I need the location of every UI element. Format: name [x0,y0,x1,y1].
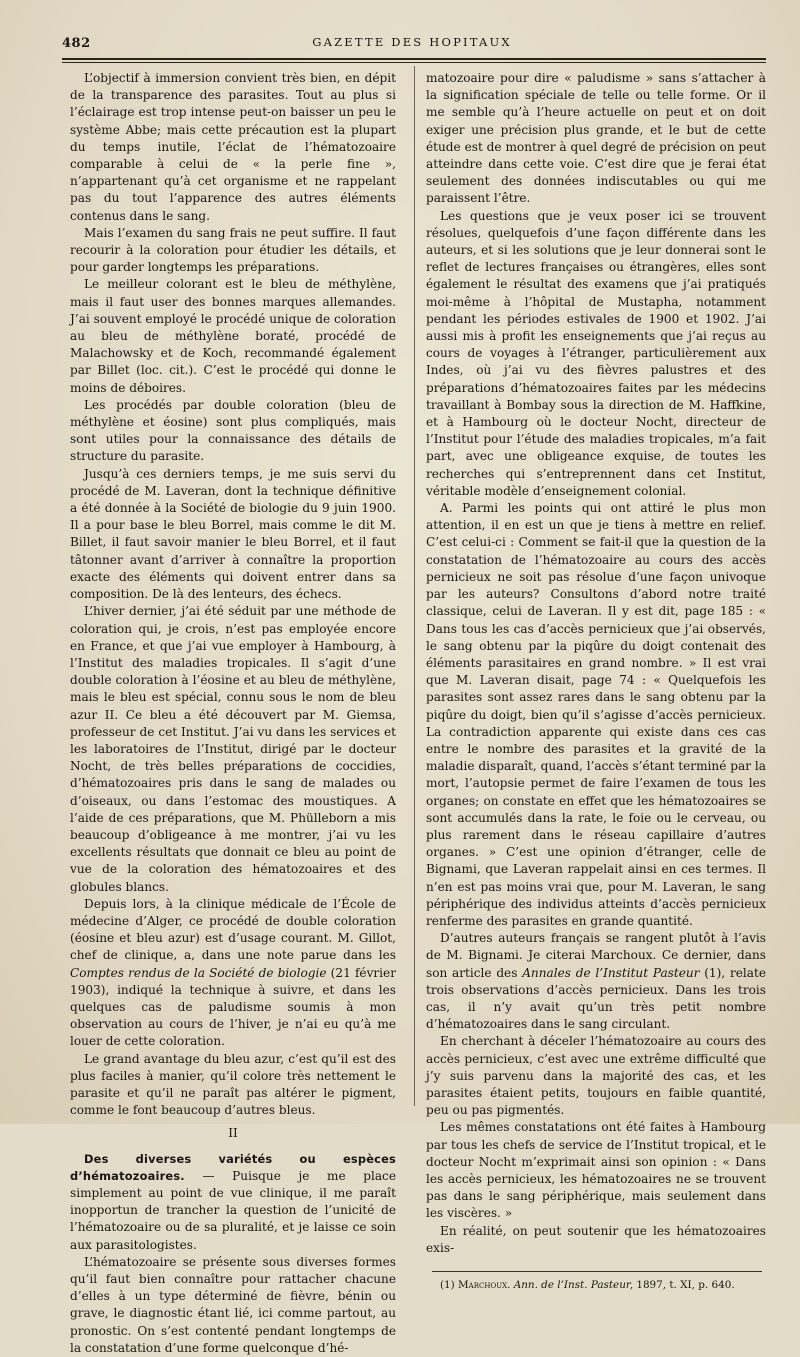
footnote [426,1278,766,1292]
left-column [70,70,396,1357]
paragraph-text: — Puisque je me place simplement au point de vue clinique, il me paraît inopportun de trancher la question de l’unicité de l’hématozoaire ou de sa pluralité, et je laisse ce soin aux parasitologistes. [70,1168,396,1252]
right-column [426,70,766,1292]
journal-title-reference: Annales de l’Institut Pasteur [522,965,700,980]
paragraph: A. Parmi les points qui ont attiré le plus mon attention, il en est un que je tiens à mettre en relief. C’est celui-ci : Comment se fait-il que la question de la constatation de l’hématozoaire au cours des accès pernicieux ne soit pas résolue d’une façon univoque par les auteurs? Consultons d’abord notre traité classique, celui de Laveran. Il y est dit, page 185 : « Dans tous les cas d’accès pernicieux que j’ai observés, le sang obtenu par la piqûre du doigt contenait des éléments parasitaires en grand nombre. » Il est vrai que M. Laveran disait, page 74 : « Quelquefois les parasites sont assez rares dans le sang obtenu par la piqûre du doigt, bien qu’il s’agisse d’accès pernicieux. La contradiction apparente qui existe dans ces cas entre le nombre des parasites et la gravité de la maladie disparaît, quand, l’accès s’étant terminé par la mort, l’autopsie permet de faire l’examen de tous les organes; on constate en effet que les hématozoaires se sont accumulés dans la rate, le foie ou le cerveau, ou plus rarement dans le réseau capillaire d’autres organes. » C’est une opinion d’étranger, celle de Bignami, que Laveran rappelait ainsi en ces termes. Il n’en est pas moins vrai que, pour M. Laveran, le sang périphérique des individus atteints d’accès pernicieux renferme des parasites en grande quantité. [426,501,766,928]
footnote-citation: 1897, t. XI, p. 640. [633,1279,735,1292]
header-rule-secondary [62,62,766,63]
paragraph: Le meilleur colorant est le bleu de méthylène, mais il faut user des bonnes marques allemandes. J’ai souvent employé le procédé unique de coloration au bleu de méthylène boraté, procédé de Malachowsky et de Koch, recommandé également par Billet (loc. cit.). C’est le procédé qui donne le moins de déboires. [70,277,396,395]
paragraph-text: Depuis lors, à la clinique médicale de l’École de médecine d’Alger, ce procédé de double coloration (éosine et bleu azur) est d’usage courant. M. Gillot, chef de clinique, a, dans une note parue dans les [70,896,396,963]
section-heading: Des diverses variétés ou espèces d’hématozoaires. [70,1151,396,1183]
paragraph: L’hématozoaire se présente sous diverses formes qu’il faut bien connaître pour rattacher chacune d’elles à un type déterminé de fièvre, bénin ou grave, le diagnostic étant lié, ici comme partout, au pronostic. On s’est contenté pendant longtemps de la constatation d’une forme quelconque d’hé- [70,1254,396,1355]
running-title: GAZETTE DES HOPITAUX [312,35,512,49]
page-header [62,32,762,54]
footnote-author: Marchoux. [458,1279,511,1292]
section-number: II [228,1126,238,1141]
paragraph: En réalité, on peut soutenir que les hématozoaires exis- [426,1223,766,1255]
page-number: 482 [62,36,91,51]
paragraph [70,1151,396,1254]
paragraph: Le grand avantage du bleu azur, c’est qu’il est des plus faciles à manier, qu’il colore très nettement le parasite et qu’il ne paraît pas altérer le pigment, comme le font beaucoup d’autres bleus. [70,1051,396,1118]
paragraph: matozoaire pour dire « paludisme » sans s’attacher à la signification spéciale de telle ou telle forme. Or il me semble qu’à l’heure actuelle on peut et on doit exiger une précision plus grande, et le but de cette étude est de montrer à quel degré de précision on peut atteindre dans cette voie. C’est dire que je ferai état seulement des données indiscutables ou qui me paraissent l’être. [426,71,766,206]
paragraph-text: (21 février 1903), indiqué la technique à suivre, et dans les quelques cas de paludisme soumis à mon observation au cours de l’hiver, je n’ai eu qu’à me louer de cette coloration. [70,965,396,1049]
paragraph: En cherchant à déceler l’hématozoaire au cours des accès pernicieux, c’est avec une extrême difficulté que j’y suis parvenu dans la majorité des cas, et les parasites étaient petits, toujours en faible quantité, peu ou pas pigmentés. [426,1034,766,1118]
footnote-journal: Ann. de l’Inst. Pasteur, [510,1279,634,1292]
paragraph [70,896,396,1051]
paragraph: Mais l’examen du sang frais ne peut suffire. Il faut recourir à la coloration pour étudier les détails, et pour garder longtemps les préparations. [70,225,396,275]
paragraph: Les mêmes constatations ont été faites à Hambourg par tous les chefs de service de l’Institut tropical, et le docteur Nocht m’exprimait ainsi son opinion : « Dans les accès pernicieux, les hématozoaires ne se trouvent pas dans le sang périphérique, mais seulement dans les viscères. » [426,1120,766,1221]
paragraph: Jusqu’à ces derniers temps, je me suis servi du procédé de M. Laveran, dont la technique définitive a été donnée à la Société de biologie du 9 juin 1900. Il a pour base le bleu Borrel, mais comme le dit M. Billet, il faut savoir manier le bleu Borrel, et il faut tâtonner avant d’arriver à connaître la proportion exacte des éléments qui doivent entrer dans sa composition. De là des lenteurs, des échecs. [70,466,396,602]
paragraph: L’hiver dernier, j’ai été séduit par une méthode de coloration qui, je crois, n’est pas employée encore en France, et que j’ai vue employer à Hambourg, à l’Institut des maladies tropicales. Il s’agit d’une double coloration à l’éosine et au bleu de méthylène, mais le bleu est spécial, connu sous le nom de bleu azur II. Ce bleu a été découvert par M. Giemsa, professeur de cet Institut. J’ai vu dans les services et les laboratoires de l’Institut, dirigé par le docteur Nocht, de très belles préparations de coccidies, d’hématozoaires pris dans le sang de malades ou d’oiseaux, ou dans l’estomac des moustiques. A l’aide de ces préparations, que M. Phülleborn a mis beaucoup d’obligeance à me montrer, j’ai vu les excellents résultats que donnait ce bleu au point de vue de la coloration des hématozoaires et des globules blancs. [70,604,396,894]
paragraph [426,930,766,1033]
paragraph-text: D’autres auteurs français se rangent plutôt à l’avis de M. Bignami. Je citerai Marchoux. Ce dernier, dans son article des [426,931,766,980]
paragraph: Les questions que je veux poser ici se trouvent résolues, quelquefois d’une façon différente dans les auteurs, et si les solutions que je leur donnerai sont le reflet de lectures françaises ou étrangères, elles sont également le résultat des examens que j’ai pratiqués moi-même à l’hôpital de Mustapha, notamment pendant les périodes estivales de 1900 et 1902. J’ai aussi mis à profit les enseignements que j’ai reçus au cours de voyages à l’étranger, particulièrement aux Indes, où j’ai vu des fièvres palustres et des préparations d’hématozoaires faites par les médecins travaillant à Bombay sous la direction de M. Haffkine, et à Hambourg où le docteur Nocht, directeur de l’Institut pour l’étude des maladies tropicales, m’a fait part, avec une obligeance exquise, de toutes les recherches qui s’entreprennent dans cet Institut, véritable modèle d’enseignement colonial. [426,208,766,498]
paragraph-text: (1), relate trois observations d’accès pernicieux. Dans les trois cas, il n’y avait qu’un très petit nombre d’hématozoaires dans le sang circulant. [426,965,766,1032]
journal-title-reference: Comptes rendus de la Société de biologie [70,965,327,980]
header-rule [62,58,766,60]
footnote-marker: (1) [440,1279,459,1292]
column-divider [414,66,415,1106]
paragraph: Les procédés par double coloration (bleu de méthylène et éosine) sont plus compliqués, mais sont utiles pour la connaissance des détails de structure du parasite. [70,397,396,464]
footnote-rule [432,1271,762,1272]
paragraph: L’objectif à immersion convient très bien, en dépit de la transparence des parasites. Tout au plus si l’éclairage est trop intense peut-on baisser un peu le système Abbe; mais cette précaution est la plupart du temps inutile, l’éclat de l’hématozoaire comparable à celui de « la perle fine », n’appartenant qu’à cet organisme et ne rappelant pas du tout l’apparence des autres éléments contenus dans le sang. [70,71,396,223]
